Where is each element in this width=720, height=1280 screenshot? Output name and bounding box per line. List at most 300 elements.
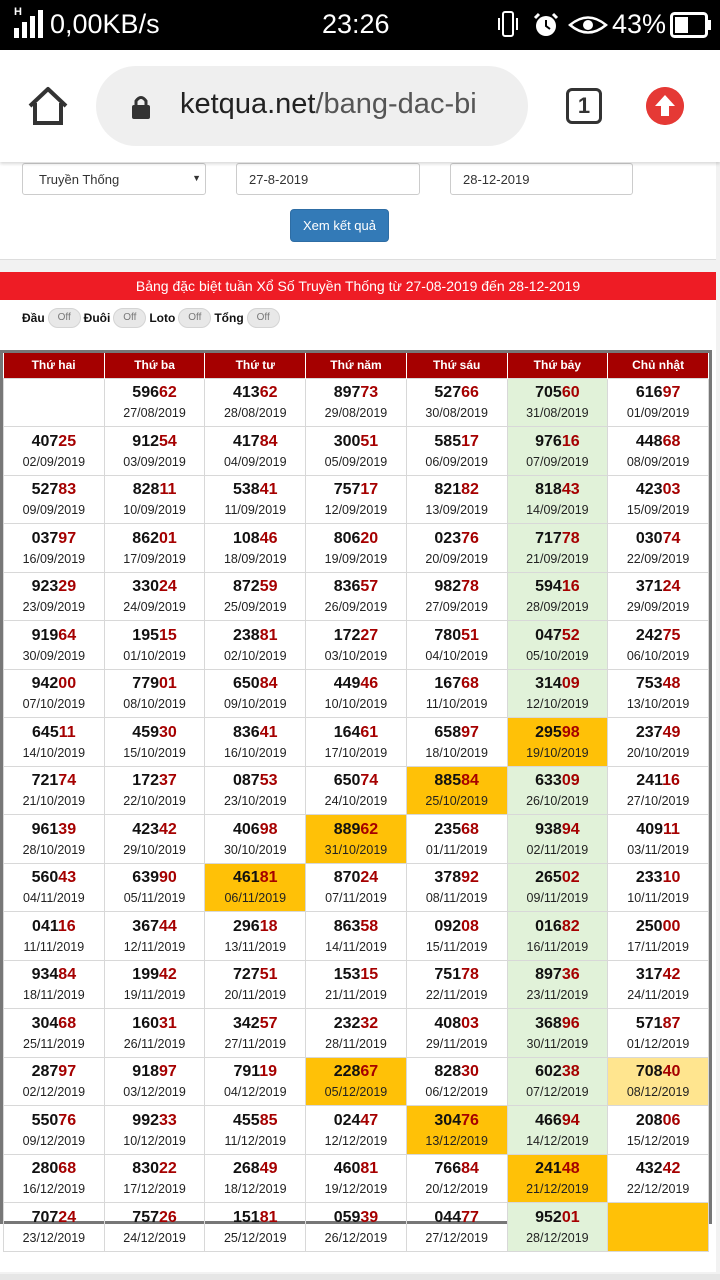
result-cell (4, 1154, 105, 1203)
number-tail: 49 (259, 1160, 278, 1178)
draw-date: 03/09/2019 (123, 454, 186, 469)
special-prize-number: 55076 (31, 1111, 77, 1129)
number-tail: 02 (561, 869, 580, 887)
number-tail: 94 (561, 820, 580, 838)
number-tail: 27 (360, 626, 379, 644)
special-prize-number: 31409 (535, 675, 580, 693)
draw-date: 05/11/2019 (123, 891, 186, 906)
number-tail: 64 (58, 626, 77, 644)
draw-date: 05/10/2019 (526, 648, 589, 663)
result-cell (406, 669, 507, 718)
draw-date: 18/11/2019 (23, 988, 85, 1003)
draw-date: 13/09/2019 (425, 503, 488, 518)
draw-date: 11/09/2019 (224, 503, 287, 518)
special-prize-number: 26849 (233, 1160, 278, 1178)
draw-date: 16/09/2019 (22, 551, 86, 566)
number-tail: 68 (662, 432, 681, 450)
draw-date: 27/10/2019 (626, 794, 690, 809)
special-prize-number: 23749 (635, 723, 681, 741)
number-tail: 97 (58, 529, 77, 547)
draw-date: 01/12/2019 (626, 1036, 690, 1051)
result-cell (104, 815, 205, 864)
special-prize-number: 65084 (233, 675, 278, 693)
eye-icon (568, 14, 608, 36)
network-type-label: H (14, 6, 22, 18)
draw-date: 11/10/2019 (425, 697, 488, 712)
result-cell (306, 475, 407, 524)
result-cell (4, 815, 105, 864)
special-prize-number: 42342 (132, 820, 177, 838)
special-prize-number: 29598 (535, 723, 580, 741)
number-tail: 03 (461, 1014, 479, 1032)
special-prize-number: 89736 (535, 966, 580, 984)
result-cell (4, 863, 105, 912)
draw-date: 22/10/2019 (123, 794, 186, 809)
special-prize-number: 65074 (333, 772, 379, 790)
number-tail: 97 (159, 1063, 177, 1081)
vibrate-icon (497, 10, 519, 38)
result-cell (306, 1154, 407, 1203)
table-row (4, 1009, 709, 1058)
special-prize-number: 81843 (535, 481, 580, 499)
result-cell (608, 1009, 709, 1058)
draw-date: 19/09/2019 (324, 551, 388, 566)
draw-date: 17/10/2019 (324, 745, 388, 760)
special-prize-number: 57187 (635, 1014, 681, 1032)
toggle-label: Loto (149, 311, 176, 325)
draw-date: 28/10/2019 (22, 842, 86, 857)
draw-date: 08/11/2019 (425, 891, 488, 906)
draw-date: 02/10/2019 (223, 648, 287, 663)
result-cell (507, 378, 608, 427)
special-prize-number: 37124 (635, 578, 681, 596)
special-prize-number: 40698 (233, 820, 278, 838)
province-select[interactable] (22, 163, 206, 195)
result-cell (507, 1009, 608, 1058)
draw-date: 18/12/2019 (223, 1182, 287, 1197)
number-tail: 22 (159, 1160, 177, 1178)
result-cell (4, 524, 105, 573)
draw-date: 13/12/2019 (425, 1133, 488, 1148)
number-tail: 37 (159, 772, 177, 790)
result-cell (608, 815, 709, 864)
draw-date: 03/11/2019 (627, 842, 689, 857)
draw-date: 24/11/2019 (627, 988, 689, 1003)
special-prize-number: 70724 (31, 1208, 77, 1226)
result-cell (406, 524, 507, 573)
special-prize-number: 23310 (635, 869, 681, 887)
result-cell (104, 1106, 205, 1155)
special-prize-number: 75726 (132, 1208, 177, 1226)
toggle-switch[interactable]: Off (178, 308, 211, 328)
result-cell (608, 1106, 709, 1155)
number-tail: 30 (159, 723, 177, 741)
draw-date: 30/09/2019 (22, 648, 86, 663)
result-cell (104, 475, 205, 524)
draw-date: 06/09/2019 (425, 454, 488, 469)
table-row (4, 524, 709, 573)
table-row (4, 1154, 709, 1203)
number-tail: 24 (360, 869, 379, 887)
number-tail: 24 (58, 1208, 77, 1226)
draw-date: 24/10/2019 (324, 794, 388, 809)
number-tail: 08 (461, 917, 479, 935)
special-prize-number: 04477 (434, 1208, 479, 1226)
special-prize-number: 91964 (31, 626, 77, 644)
result-cell (608, 378, 709, 427)
number-tail: 97 (461, 723, 479, 741)
result-cell (507, 718, 608, 767)
result-cell (205, 427, 306, 476)
url-host: ketqua.net (180, 88, 316, 120)
number-tail: 39 (360, 1208, 379, 1226)
draw-date: 19/10/2019 (526, 745, 589, 760)
number-tail: 81 (259, 626, 278, 644)
draw-date: 18/09/2019 (223, 551, 287, 566)
draw-date: 31/08/2019 (526, 406, 589, 421)
number-tail: 76 (461, 529, 479, 547)
draw-date: 09/10/2019 (223, 697, 287, 712)
special-prize-number: 24275 (635, 626, 681, 644)
number-tail: 68 (58, 1160, 77, 1178)
special-prize-number: 28068 (31, 1160, 77, 1178)
result-cell (507, 427, 608, 476)
number-tail: 51 (360, 432, 379, 450)
result-cell (406, 912, 507, 961)
draw-date: 12/12/2019 (324, 1133, 388, 1148)
result-cell (306, 718, 407, 767)
special-prize-number: 08753 (233, 772, 278, 790)
special-prize-number: 04116 (32, 917, 76, 935)
result-cell (104, 1154, 205, 1203)
draw-date: 04/12/2019 (223, 1085, 287, 1100)
result-cell (4, 427, 105, 476)
special-prize-number: 23232 (333, 1014, 379, 1032)
search-form (0, 162, 716, 260)
result-cell (507, 1057, 608, 1106)
page-content (0, 162, 720, 1280)
draw-date: 28/09/2019 (526, 600, 589, 615)
result-cell (406, 1106, 507, 1155)
signal-icon (12, 8, 46, 40)
result-cell (608, 621, 709, 670)
number-tail: 74 (58, 772, 77, 790)
number-tail: 15 (360, 966, 379, 984)
submit-button[interactable]: Xem kết quả (290, 209, 389, 242)
status-bar (0, 0, 720, 50)
special-prize-number: 40911 (636, 820, 680, 838)
special-prize-number: 46181 (233, 869, 278, 887)
draw-date: 14/11/2019 (325, 939, 387, 954)
special-prize-number: 72751 (233, 966, 278, 984)
home-icon[interactable] (26, 84, 70, 128)
special-prize-number: 71778 (535, 529, 580, 547)
draw-date: 25/10/2019 (425, 794, 488, 809)
draw-date: 05/09/2019 (324, 454, 388, 469)
special-prize-number: 16768 (434, 675, 479, 693)
result-cell (205, 766, 306, 815)
result-cell (406, 1203, 507, 1252)
number-tail: 01 (159, 529, 177, 547)
result-cell (406, 427, 507, 476)
special-prize-number: 79119 (233, 1063, 278, 1081)
draw-date: 17/11/2019 (627, 939, 689, 954)
number-tail: 83 (58, 481, 77, 499)
result-cell (205, 1057, 306, 1106)
number-tail: 75 (662, 626, 681, 644)
result-cell (4, 669, 105, 718)
draw-date: 15/09/2019 (626, 503, 690, 518)
number-tail: 26 (159, 1208, 177, 1226)
special-prize-number: 99233 (132, 1111, 177, 1129)
special-prize-number: 92329 (31, 578, 77, 596)
number-tail: 16 (561, 432, 580, 450)
draw-date: 10/10/2019 (324, 697, 388, 712)
number-tail: 48 (561, 1160, 580, 1178)
number-tail: 74 (360, 772, 379, 790)
number-tail: 62 (259, 384, 278, 402)
number-tail: 78 (561, 529, 580, 547)
clock: 23:26 (322, 9, 390, 39)
number-tail: 49 (662, 723, 681, 741)
table-row (4, 815, 709, 864)
column-header: Thứ sáu (406, 353, 507, 378)
table-header-row (4, 353, 709, 378)
special-prize-number: 86358 (333, 917, 379, 935)
draw-date: 06/11/2019 (224, 891, 287, 906)
alarm-icon (532, 11, 560, 39)
draw-date: 20/12/2019 (425, 1182, 488, 1197)
result-cell (205, 572, 306, 621)
special-prize-number: 29618 (233, 917, 278, 935)
toggle-switch[interactable]: Off (48, 308, 81, 328)
number-tail: 10 (662, 869, 681, 887)
draw-date: 07/10/2019 (22, 697, 86, 712)
result-cell (608, 1057, 709, 1106)
result-cell (406, 1057, 507, 1106)
draw-date: 29/08/2019 (324, 406, 388, 421)
result-cell (4, 572, 105, 621)
province-select-value: Truyền Thống (39, 172, 120, 187)
result-cell (205, 378, 306, 427)
number-tail: 19 (259, 1063, 278, 1081)
number-tail: 94 (561, 1111, 580, 1129)
special-prize-number: 40803 (434, 1014, 479, 1032)
draw-date: 06/12/2019 (425, 1085, 488, 1100)
special-prize-number: 45585 (233, 1111, 278, 1129)
result-cell (608, 718, 709, 767)
draw-date: 30/10/2019 (223, 842, 287, 857)
number-tail: 84 (461, 1160, 479, 1178)
number-tail: 03 (662, 481, 681, 499)
result-cell (406, 1009, 507, 1058)
draw-date: 23/11/2019 (526, 988, 589, 1003)
table-row (4, 427, 709, 476)
draw-date: 21/10/2019 (22, 794, 86, 809)
toggle-label: Tổng (214, 311, 244, 325)
date-from-input[interactable]: 27-8-2019 (236, 163, 420, 195)
column-header: Thứ năm (306, 353, 407, 378)
number-tail: 51 (259, 966, 278, 984)
result-cell (4, 1106, 105, 1155)
network-speed: 0,00KB/s (50, 9, 160, 39)
result-cell (4, 1057, 105, 1106)
draw-date: 20/09/2019 (425, 551, 488, 566)
table-row (4, 766, 709, 815)
number-tail: 33 (159, 1111, 177, 1129)
special-prize-number: 91897 (132, 1063, 177, 1081)
result-cell (205, 815, 306, 864)
number-tail: 38 (561, 1063, 580, 1081)
result-cell (306, 960, 407, 1009)
toggle-switch[interactable]: Off (113, 308, 146, 328)
result-cell (608, 960, 709, 1009)
draw-date: 11/11/2019 (23, 939, 85, 954)
special-prize-number: 45930 (132, 723, 177, 741)
result-cell (205, 669, 306, 718)
result-cell (507, 912, 608, 961)
result-cell (4, 766, 105, 815)
draw-date: 15/10/2019 (123, 745, 186, 760)
result-cell (406, 815, 507, 864)
result-cell (608, 427, 709, 476)
special-prize-number: 82830 (434, 1063, 479, 1081)
result-cell (205, 1203, 306, 1252)
number-tail: 84 (461, 772, 479, 790)
special-prize-number: 30051 (333, 432, 379, 450)
number-tail: 51 (461, 626, 479, 644)
special-prize-number: 25000 (635, 917, 681, 935)
result-cell (406, 621, 507, 670)
special-prize-number: 95201 (535, 1208, 580, 1226)
result-cell (406, 960, 507, 1009)
number-tail: 29 (58, 578, 77, 596)
special-prize-number: 88584 (434, 772, 479, 790)
special-prize-number: 37892 (434, 869, 479, 887)
number-tail: 52 (561, 626, 580, 644)
number-tail: 47 (360, 1111, 379, 1129)
battery-percent: 43% (612, 9, 667, 39)
draw-date: 12/09/2019 (324, 503, 388, 518)
special-prize-number: 17237 (132, 772, 177, 790)
draw-date: 16/11/2019 (526, 939, 589, 954)
number-tail: 42 (159, 966, 177, 984)
special-prize-number: 43242 (635, 1160, 681, 1178)
toggle-switch[interactable]: Off (247, 308, 280, 328)
result-cell (205, 863, 306, 912)
draw-date: 22/09/2019 (626, 551, 690, 566)
number-tail: 81 (259, 1208, 278, 1226)
draw-date: 03/10/2019 (324, 648, 388, 663)
number-tail: 78 (461, 578, 479, 596)
number-tail: 68 (58, 1014, 77, 1032)
result-cell (406, 572, 507, 621)
number-tail: 43 (58, 869, 77, 887)
draw-date: 02/12/2019 (22, 1085, 86, 1100)
result-cell (306, 669, 407, 718)
number-tail: 73 (360, 384, 379, 402)
draw-date: 16/12/2019 (22, 1182, 86, 1197)
number-tail: 54 (159, 432, 177, 450)
result-cell (507, 1154, 608, 1203)
page-footer-strip (0, 1274, 720, 1280)
draw-date: 22/11/2019 (425, 988, 488, 1003)
draw-date: 07/12/2019 (526, 1085, 589, 1100)
number-tail: 85 (259, 1111, 278, 1129)
special-prize-number: 34257 (233, 1014, 278, 1032)
result-cell (4, 960, 105, 1009)
special-prize-number: 44946 (333, 675, 379, 693)
number-tail: 24 (662, 578, 681, 596)
draw-date: 17/12/2019 (123, 1182, 186, 1197)
number-tail: 09 (561, 772, 580, 790)
result-cell (608, 912, 709, 961)
draw-date: 27/08/2019 (123, 406, 186, 421)
special-prize-number: 87024 (333, 869, 379, 887)
result-cell (306, 572, 407, 621)
special-prize-number: 02376 (434, 529, 479, 547)
column-header: Chủ nhật (608, 353, 709, 378)
result-cell (306, 378, 407, 427)
number-tail: 00 (58, 675, 77, 693)
number-tail: 62 (360, 820, 379, 838)
draw-date: 20/10/2019 (626, 745, 690, 760)
result-cell (507, 524, 608, 573)
draw-date: 21/11/2019 (325, 988, 387, 1003)
date-to-input[interactable]: 28-12-2019 (450, 163, 633, 195)
draw-date: 29/09/2019 (626, 600, 690, 615)
number-tail: 42 (662, 1160, 681, 1178)
number-tail: 98 (259, 820, 278, 838)
result-cell (104, 960, 205, 1009)
address-bar[interactable] (96, 66, 528, 146)
special-prize-number: 23881 (233, 626, 278, 644)
special-prize-number: 15315 (333, 966, 379, 984)
result-cell (507, 1106, 608, 1155)
special-prize-number: 64511 (32, 723, 76, 741)
special-prize-number: 33024 (132, 578, 177, 596)
draw-date: 24/12/2019 (123, 1230, 186, 1245)
result-cell (104, 427, 205, 476)
result-cell (507, 960, 608, 1009)
special-prize-number: 23568 (434, 820, 479, 838)
tabs-icon[interactable]: 1 (566, 88, 602, 124)
draw-date: 15/12/2019 (626, 1133, 690, 1148)
draw-date: 14/10/2019 (22, 745, 86, 760)
draw-date: 17/09/2019 (123, 551, 186, 566)
special-prize-number: 52766 (434, 384, 479, 402)
special-prize-number: 36896 (535, 1014, 580, 1032)
result-cell (306, 1106, 407, 1155)
result-cell (104, 378, 205, 427)
table-row (4, 475, 709, 524)
draw-date: 21/12/2019 (526, 1182, 589, 1197)
special-prize-number: 40725 (31, 432, 77, 450)
draw-date: 30/08/2019 (425, 406, 488, 421)
draw-date: 02/09/2019 (22, 454, 86, 469)
draw-date: 23/10/2019 (223, 794, 287, 809)
number-tail: 25 (58, 432, 77, 450)
draw-date: 04/10/2019 (425, 648, 488, 663)
special-prize-number: 82182 (434, 481, 479, 499)
special-prize-number: 05939 (333, 1208, 379, 1226)
upload-icon[interactable] (646, 87, 684, 125)
result-cell (104, 669, 205, 718)
special-prize-number: 83641 (233, 723, 278, 741)
special-prize-number: 30476 (434, 1111, 479, 1129)
number-tail: 90 (159, 869, 177, 887)
special-prize-number: 31742 (635, 966, 681, 984)
